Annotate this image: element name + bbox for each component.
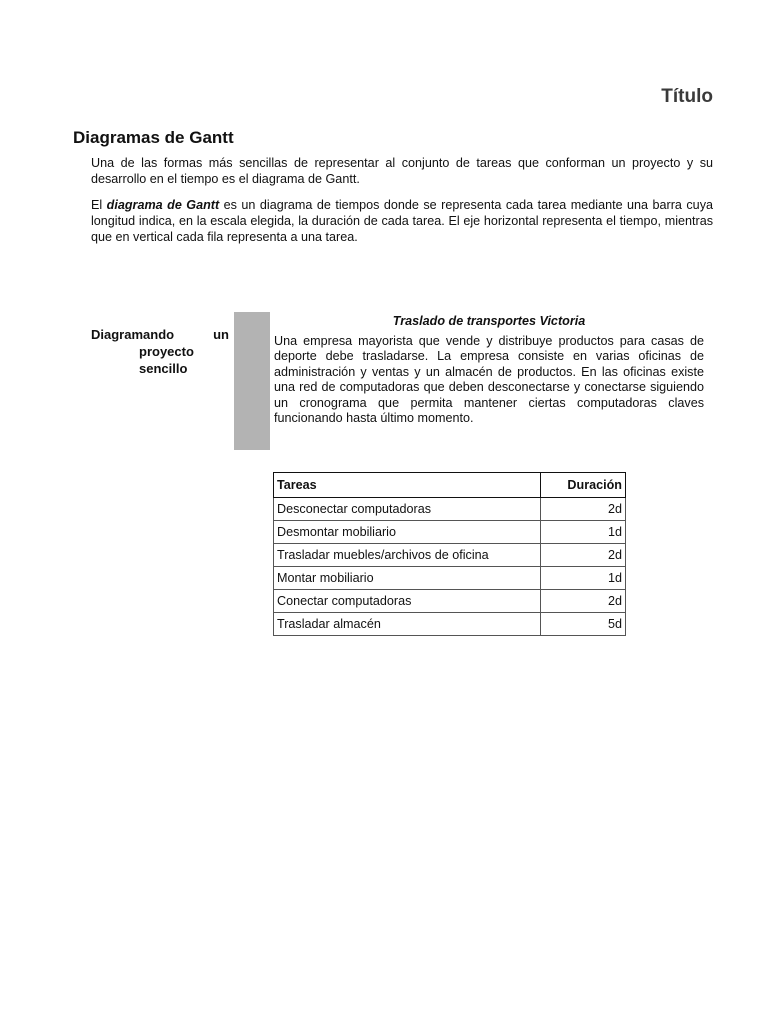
duration-cell: 1d <box>541 567 626 590</box>
task-cell: Desconectar computadoras <box>274 498 541 521</box>
decorative-gray-bar <box>234 312 270 450</box>
gantt-term: diagrama de Gantt <box>106 198 220 212</box>
tasks-table <box>273 472 626 636</box>
task-cell: Desmontar mobiliario <box>274 521 541 544</box>
task-cell: Trasladar almacén <box>274 613 541 636</box>
side-heading-line-1 <box>91 326 229 343</box>
side-heading-line-2: proyecto <box>139 344 194 359</box>
intro-text <box>91 155 713 255</box>
header-tasks: Tareas <box>274 473 541 498</box>
duration-cell: 5d <box>541 613 626 636</box>
side-heading-line-3: sencillo <box>139 361 188 376</box>
task-cell: Trasladar muebles/archivos de oficina <box>274 544 541 567</box>
intro-paragraph-2 <box>91 197 713 245</box>
intro-paragraph-1: Una de las formas más sencillas de representar al conjunto de tareas que conforman un proyecto y su desarrollo en el tiempo es el diagrama de Gantt. <box>91 156 713 186</box>
side-heading <box>91 326 229 377</box>
case-study <box>274 314 704 426</box>
table-header-row <box>274 473 626 498</box>
table-row <box>274 498 626 521</box>
table-row <box>274 590 626 613</box>
duration-cell: 2d <box>541 544 626 567</box>
intro-p2-start: El <box>91 198 107 212</box>
table-row <box>274 521 626 544</box>
task-cell: Conectar computadoras <box>274 590 541 613</box>
duration-cell: 2d <box>541 498 626 521</box>
duration-cell: 2d <box>541 590 626 613</box>
side-heading-word-2: un <box>213 327 229 342</box>
task-cell: Montar mobiliario <box>274 567 541 590</box>
case-body: Una empresa mayorista que vende y distribuye productos para casas de deporte debe trasladarse. La empresa consiste en varias oficinas de administración y ventas y un almacén de productos. En las oficinas existe una red de computadoras que deben desconectarse y conectarse siguiendo un cronograma que permita mantener ciertas computadoras claves funcionando hasta último momento. <box>274 334 704 426</box>
table-row <box>274 613 626 636</box>
table-row <box>274 544 626 567</box>
table-row <box>274 567 626 590</box>
intro-p2-rest: es un diagrama de tiempos donde se representa cada tarea mediante una barra cuya longitud indica, en la escala elegida, la duración de cada tarea. El eje horizontal representa el tiempo, mientras que en vertical cada fila representa a una tarea. <box>91 198 713 244</box>
page-title: Título <box>661 86 713 107</box>
duration-cell: 1d <box>541 521 626 544</box>
side-heading-word-1: Diagramando <box>91 327 175 342</box>
section-heading: Diagramas de Gantt <box>73 128 234 147</box>
header-duration: Duración <box>541 473 626 498</box>
case-title: Traslado de transportes Victoria <box>392 314 586 328</box>
